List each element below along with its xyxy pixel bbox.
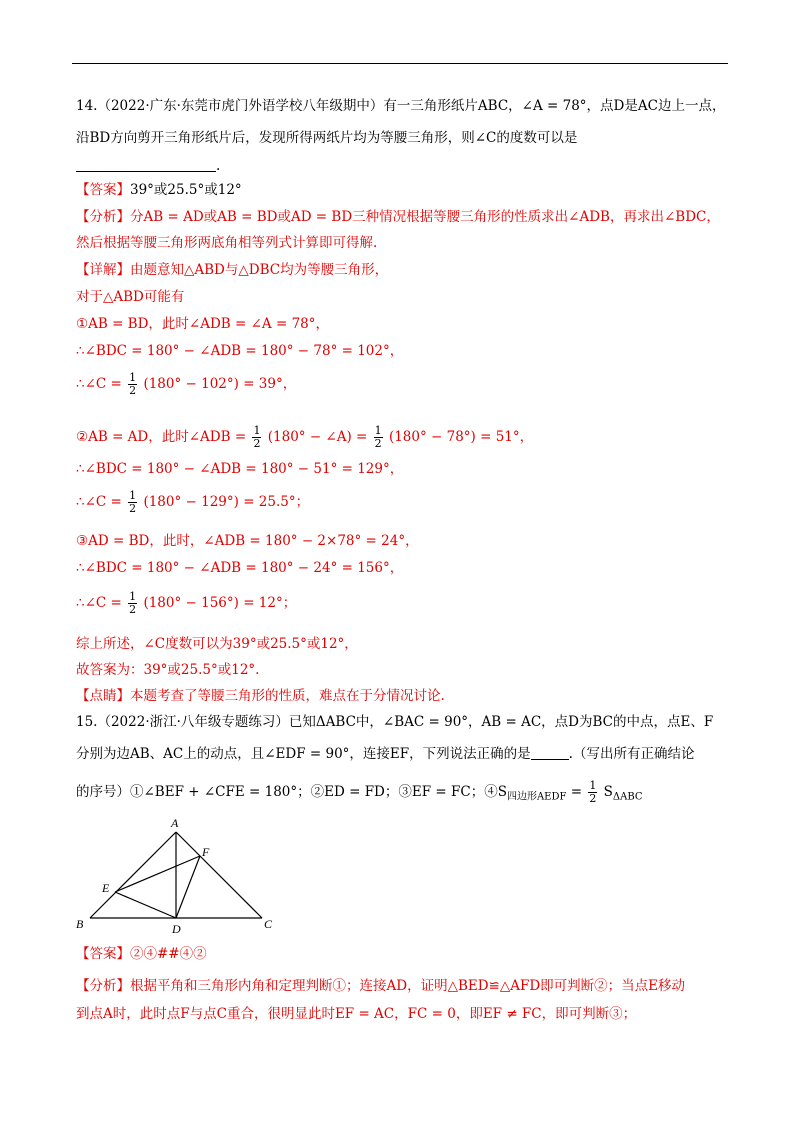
segment-FD: [176, 856, 200, 918]
segment-ED: [115, 892, 176, 918]
answer-blank: [531, 745, 569, 760]
tip-label: 【点睛】: [76, 688, 130, 704]
fraction-half: $\frac{1}{2}$: [129, 590, 137, 616]
label-A: A: [171, 816, 179, 830]
case3-line1: ③AD = BD，此时，∠ADB = 180° − 2×78° = 24°，: [76, 533, 419, 549]
case2-line3: ∴∠C = $\frac{1}{2}$ (180° − 129°) = 25.5°；: [76, 489, 310, 515]
q14-analysis-line2: 然后根据等腰三角形两底角相等列式计算即可得解.: [76, 235, 378, 251]
q14-stem-line2: 沿BD方向剪开三角形纸片后，发现所得两纸片均为等腰三角形，则∠C的度数可以是: [76, 130, 578, 146]
case2-line2: ∴∠BDC = 180° − ∠ADB = 180° − 51° = 129°，: [76, 461, 404, 477]
case2-line1: ②AB = AD，此时∠ADB = $\frac{1}{2}$ (180° − ∠A) = $\frac{1}{2}$ (180° − 78°) = 51°，: [76, 424, 534, 450]
q14-answer: [76, 180, 242, 200]
answer-text: 39°或25.5°或12°: [130, 182, 242, 198]
header-rule: [72, 63, 728, 64]
case3-line3: ∴∠C = $\frac{1}{2}$ (180° − 156°) = 12°；: [76, 590, 297, 616]
label-E: E: [102, 881, 110, 895]
q15-stem-line2: 分别为边AB、AC上的动点，且∠EDF = 90°，连接EF，下列说法正确的是 .（写出所有正确结论: [76, 746, 695, 762]
analysis-label: 【分析】: [76, 978, 130, 994]
fraction-half: $\frac{1}{2}$: [129, 489, 137, 515]
q15-answer: [76, 944, 207, 964]
q15-analysis-line1: 【分析】根据平角和三角形内角和定理判断①；连接AD，证明△BED≌△AFD即可判断②；当点E移动: [76, 978, 686, 994]
fraction-half: $\frac{1}{2}$: [589, 779, 597, 805]
answer-blank: [76, 157, 216, 172]
q15-stem-line1: 15.（2022·浙江·八年级专题练习）已知ΔABC中，∠BAC = 90°，AB = AC，点D为BC的中点，点E、F: [76, 714, 714, 730]
label-C: C: [264, 917, 273, 931]
fraction-half: $\frac{1}{2}$: [374, 424, 382, 450]
q14-analysis-line1: 【分析】分AB = AD或AB = BD或AD = BD三种情况根据等腰三角形的性质求出∠ADB，再求出∠BDC，: [76, 209, 720, 225]
analysis-label: 【分析】: [76, 209, 130, 225]
q15-stem-line3: 的序号）①∠BEF + ∠CFE = 180°；②ED = FD；③EF = FC；$④S_{四边形AEDF}$ = $\frac{1}{2}$ $S_{\Delta ABC}$: [76, 779, 643, 805]
summary-line: 综上所述，∠C度数可以为39°或25.5°或12°，: [76, 636, 358, 652]
label-B: B: [76, 917, 84, 931]
answer-label: 【答案】: [76, 946, 130, 962]
answer-label: 【答案】: [76, 182, 130, 198]
case1-line3: ∴∠C = $\frac{1}{2}$ (180° − 102°) = 39°，: [76, 371, 297, 397]
segment-AC: [176, 832, 262, 918]
q14-detail-line1: 【详解】由题意知△ABD与△DBC均为等腰三角形，: [76, 262, 389, 278]
label-D: D: [172, 922, 181, 936]
q14-tip: 【点睛】本题考查了等腰三角形的性质，难点在于分情况讨论.: [76, 688, 445, 704]
case3-line2: ∴∠BDC = 180° − ∠ADB = 180° − 24° = 156°，: [76, 560, 404, 576]
detail-label: 【详解】: [76, 262, 130, 278]
q14-detail-line2: 对于△ABD可能有: [76, 289, 185, 305]
fraction-half: $\frac{1}{2}$: [253, 424, 261, 450]
case1-line2: ∴∠BDC = 180° − ∠ADB = 180° − 78° = 102°，: [76, 343, 404, 359]
triangle-figure: [70, 812, 300, 942]
q14-answer-blank: .: [76, 156, 220, 176]
q15-analysis-line2: 到点A时，此时点F与点C重合，很明显此时EF = AC，FC = 0，即EF ≠ FC，即可判断③；: [76, 1006, 637, 1022]
segment-AB: [90, 832, 176, 918]
q14-stem-line1: 14.（2022·广东·东莞市虎门外语学校八年级期中）有一三角形纸片ABC，∠A = 78°，点D是AC边上一点，: [76, 98, 726, 114]
segment-EF: [115, 856, 200, 892]
final-answer-line: 故答案为：39°或25.5°或12°.: [76, 662, 260, 678]
label-F: F: [202, 845, 210, 859]
case1-line1: ①AB = BD，此时∠ADB = ∠A = 78°，: [76, 316, 329, 332]
answer-text: ②④##④②: [130, 946, 207, 962]
fraction-half: $\frac{1}{2}$: [129, 371, 137, 397]
